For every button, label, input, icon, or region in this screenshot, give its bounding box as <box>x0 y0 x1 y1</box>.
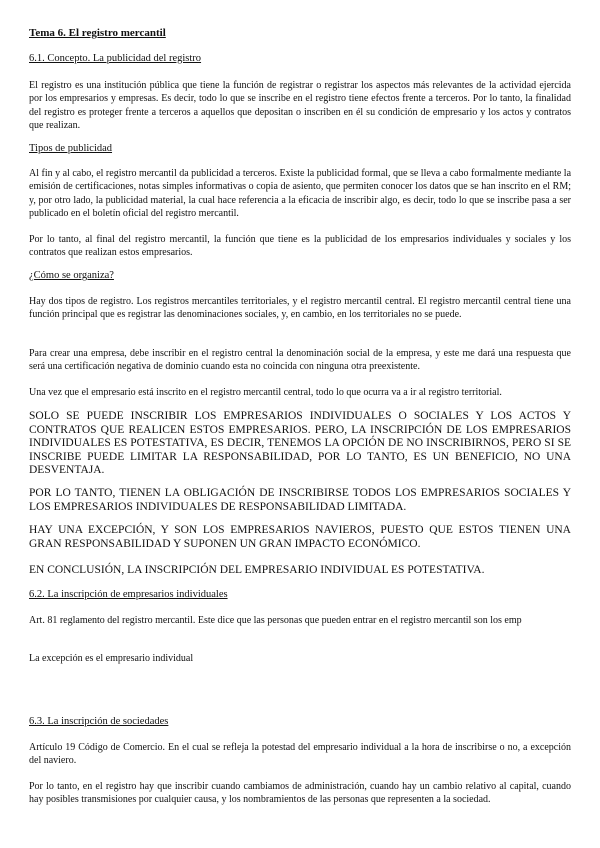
caps-paragraph: POR LO TANTO, TIENEN LA OBLIGACIÓN DE INSCRIBIRSE TODOS LOS EMPRESARIOS SOCIALES Y LOS EMPRESARIOS INDIVIDUALES DE RESPONSABILIDAD LIMITADA. <box>29 487 571 513</box>
paragraph: Al fin y al cabo, el registro mercantil da publicidad a terceros. Existe la publicidad formal, que se lleva a cabo formalmente mediante la emisión de certificaciones, notas simples informativas o copia de asiento, que permiten conocer los datos que se han inscrito en el RM; y, por otro lado, la publicidad material, la cual hace referencia a la eficacia de inscribir algo, es decir, todo lo que se inscribe pasa a ser publicado en el boletín oficial del registro mercantil. <box>29 168 572 219</box>
section-heading-6-3: 6.3. La inscripción de sociedades <box>29 716 169 727</box>
subheading-como-se-organiza: ¿Cómo se organiza? <box>29 270 114 281</box>
paragraph: La excepción es el empresario individual <box>29 653 194 664</box>
paragraph: Hay dos tipos de registro. Los registros mercantiles territoriales, y el registro mercantil central. El registro mercantil central tiene una función principal que es registrar las denominaciones sociales, y, en cambio, en los territoriales no se puede. <box>29 296 571 321</box>
caps-paragraph: SOLO SE PUEDE INSCRIBIR LOS EMPRESARIOS INDIVIDUALES O SOCIALES Y LOS ACTOS Y CONTRATOS QUE REALICEN ESTOS EMPRESARIOS. PERO, LA INSCRIPCIÓN DE LOS EMPRESARIOS INDIVIDUALES ES POTESTATIVA, ES DECIR, TENEMOS LA OPCIÓN DE NO INSCRIBIRNOS, PERO SI SE INSCRIBE PUEDE LIMITAR LA RESPONSABILIDAD, POR LO TANTO, ES UN BENEFICIO, NO UNA DESVENTAJA. <box>29 410 571 477</box>
paragraph: Por lo tanto, al final del registro mercantil, la función que tiene es la publicidad de los empresarios individuales y sociales y los contratos que realizan estos empresarios. <box>29 234 571 259</box>
caps-paragraph: EN CONCLUSIÓN, LA INSCRIPCIÓN DEL EMPRESARIO INDIVIDUAL ES POTESTATIVA. <box>29 564 485 576</box>
paragraph: Art. 81 reglamento del registro mercantil. Este dice que las personas que pueden entrar en el registro mercantil son los emp <box>29 615 522 626</box>
paragraph: El registro es una institución pública que tiene la función de registrar o registrar los aspectos más relevantes de la actividad ejercida por los empresarios y empresas. Es decir, todo lo que se inscribe en el registro tiene efectos frente a terceros. Por lo tanto, la finalidad del registro es proteger frente a terceros a aquellos que depositan o inscriben en él su condición de empresario y los actos y contratos que realizan. <box>29 80 571 131</box>
paragraph: Para crear una empresa, debe inscribir en el registro central la denominación social de la empresa, y este me dará una respuesta que será una certificación negativa de dominio cuando esta no coincida con ninguna otra preexistente. <box>29 348 571 373</box>
paragraph: Por lo tanto, en el registro hay que inscribir cuando cambiamos de administración, cuando hay un cambio relativo al capital, cuando hay posibles transmisiones por cualquier causa, y los nombramientos de las personas que representen a la sociedad. <box>29 781 571 806</box>
section-heading-6-2: 6.2. La inscripción de empresarios individuales <box>29 589 228 600</box>
paragraph: Artículo 19 Código de Comercio. En el cual se refleja la potestad del empresario individual a la hora de inscribirse o no, a excepción del naviero. <box>29 742 571 767</box>
subheading-tipos-publicidad: Tipos de publicidad <box>29 143 113 154</box>
caps-paragraph: HAY UNA EXCEPCIÓN, Y SON LOS EMPRESARIOS NAVIEROS, PUESTO QUE ESTOS TIENEN UNA GRAN RESPONSABILIDAD Y SUPONEN UN GRAN IMPACTO ECONÓMICO. <box>29 524 571 550</box>
document-title: Tema 6. El registro mercantil <box>29 27 166 39</box>
paragraph: Una vez que el empresario está inscrito en el registro mercantil central, todo lo que ocurra va a ir al registro territorial. <box>29 387 502 398</box>
section-heading-6-1: 6.1. Concepto. La publicidad del registro <box>29 53 202 64</box>
